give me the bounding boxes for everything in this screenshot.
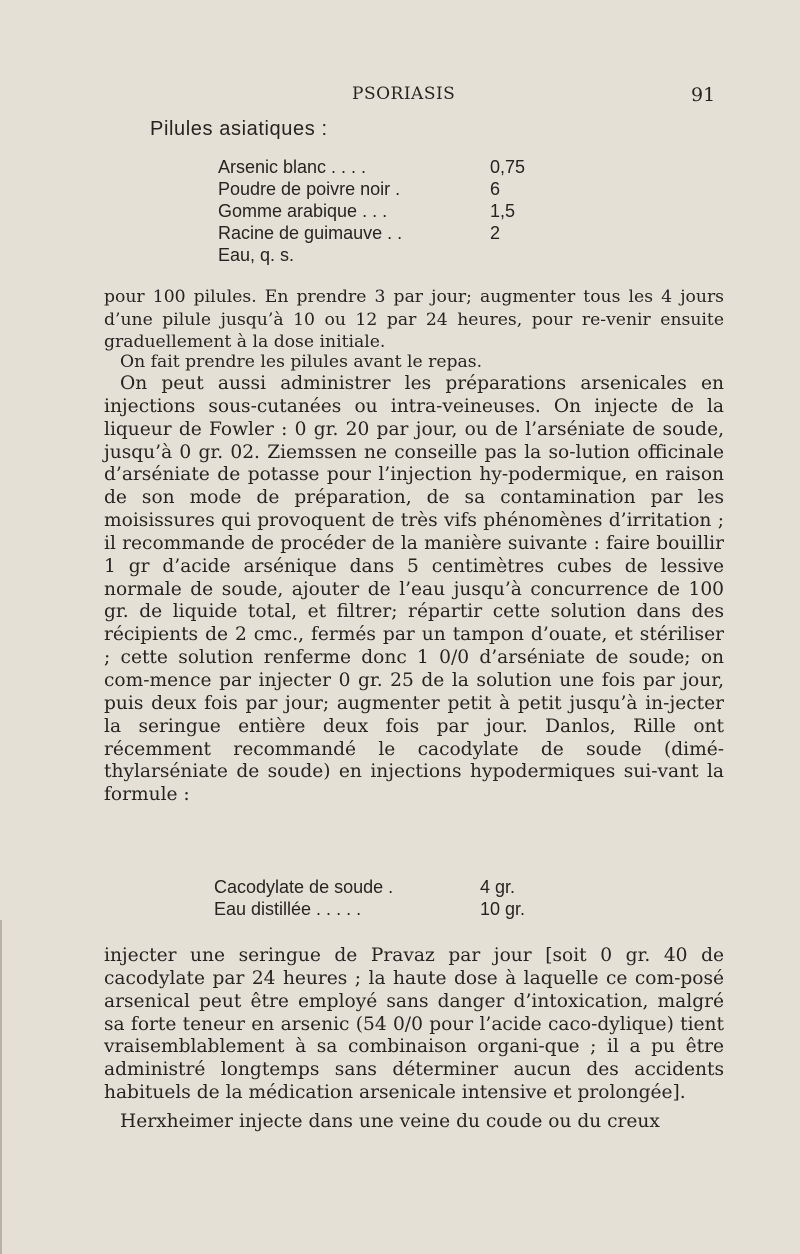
quantity: 2	[490, 223, 501, 243]
paragraph-injections: On peut aussi administrer les préparations arsenicales en injections sous-cutanées ou intra-veineuses. On injecte de la liqueur de Fowler : 0 gr. 20 par jour, ou de l’arséniate de soude, jusqu’à 0 gr. 02. Ziemssen ne conseille pas la so-lution officinale d’arséniate de potasse pour l’injection hy-podermique, en raison de son mode de préparation, de sa contamination par les moisissures qui provoquent de très vifs phénomènes d’irritation ; il recommande de procéder de la manière suivante : faire bouillir 1 gr d’acide arsénique dans 5 centimètres cubes de lessive normale de soude, ajouter de l’eau jusqu’à concurrence de 100 gr. de liquide total, et filtrer; répartir cette solution dans des récipients de 2 cmc., fermés par un tampon d’ouate, et stériliser ; cette solution renferme donc 1 0/0 d’arséniate de soude; on com-mence par injecter 0 gr. 25 de la solution une fois par jour, puis deux fois par jour; augmenter petit à petit jusqu’à in-jecter la seringue entière deux fois par jour. Danlos, Rille ont récemment recommandé le cacodylate de soude (dimé-thylarséniate de soude) en injections hypodermiques sui-vant la formule :	[104, 373, 724, 806]
ingredient: Eau, q. s.	[218, 245, 295, 265]
page-number: 91	[691, 84, 716, 106]
recipe-row	[218, 244, 578, 266]
ingredient: Cacodylate de soude .	[214, 877, 394, 897]
quantity: 4 gr.	[480, 877, 516, 897]
quantity: 1,5	[490, 201, 516, 221]
recipe-heading: Pilules asiatiques :	[150, 118, 328, 140]
paragraph-timing: On fait prendre les pilules avant le repas.	[120, 352, 483, 372]
ingredient: Gomme arabique . . .	[218, 201, 388, 221]
quantity: 10 gr.	[480, 899, 526, 919]
page-edge-shadow	[0, 920, 2, 1254]
recipe-row	[218, 200, 578, 222]
ingredient: Arsenic blanc . . . .	[218, 157, 367, 177]
recipe-row	[218, 156, 578, 178]
ingredient: Racine de guimauve . .	[218, 223, 403, 243]
recipe-cacodylate	[214, 876, 574, 920]
paragraph-dosage: pour 100 pilules. En prendre 3 par jour; augmenter tous les 4 jours d’une pilule jusqu’à 10 ou 12 par 24 heures, pour re-venir ensuite graduellement à la dose initiale.	[104, 287, 724, 352]
recipe-row	[214, 898, 574, 920]
quantity: 0,75	[490, 157, 526, 177]
quantity	[490, 244, 578, 266]
recipe-pilules	[218, 156, 578, 266]
paragraph-herxheimer: Herxheimer injecte dans une veine du coude ou du creux	[120, 1111, 660, 1132]
running-title: PSORIASIS	[352, 84, 456, 104]
ingredient: Eau distillée . . . . .	[214, 899, 362, 919]
recipe-row	[214, 876, 574, 898]
page-header	[0, 84, 800, 112]
quantity: 6	[490, 179, 501, 199]
paragraph-pravaz: injecter une seringue de Pravaz par jour [soit 0 gr. 40 de cacodylate par 24 heures ; la haute dose à laquelle ce com-posé arsenical peut être employé sans danger d’intoxication, malgré sa forte teneur en arsenic (54 0/0 pour l’acide caco-dylique) tient vraisemblablement à sa combinaison organi-que ; il a pu être administré longtemps sans déterminer aucun des accidents habituels de la médication arsenicale intensive et prolongée].	[104, 945, 724, 1104]
ingredient: Poudre de poivre noir .	[218, 179, 401, 199]
recipe-row	[218, 178, 578, 200]
recipe-row	[218, 222, 578, 244]
